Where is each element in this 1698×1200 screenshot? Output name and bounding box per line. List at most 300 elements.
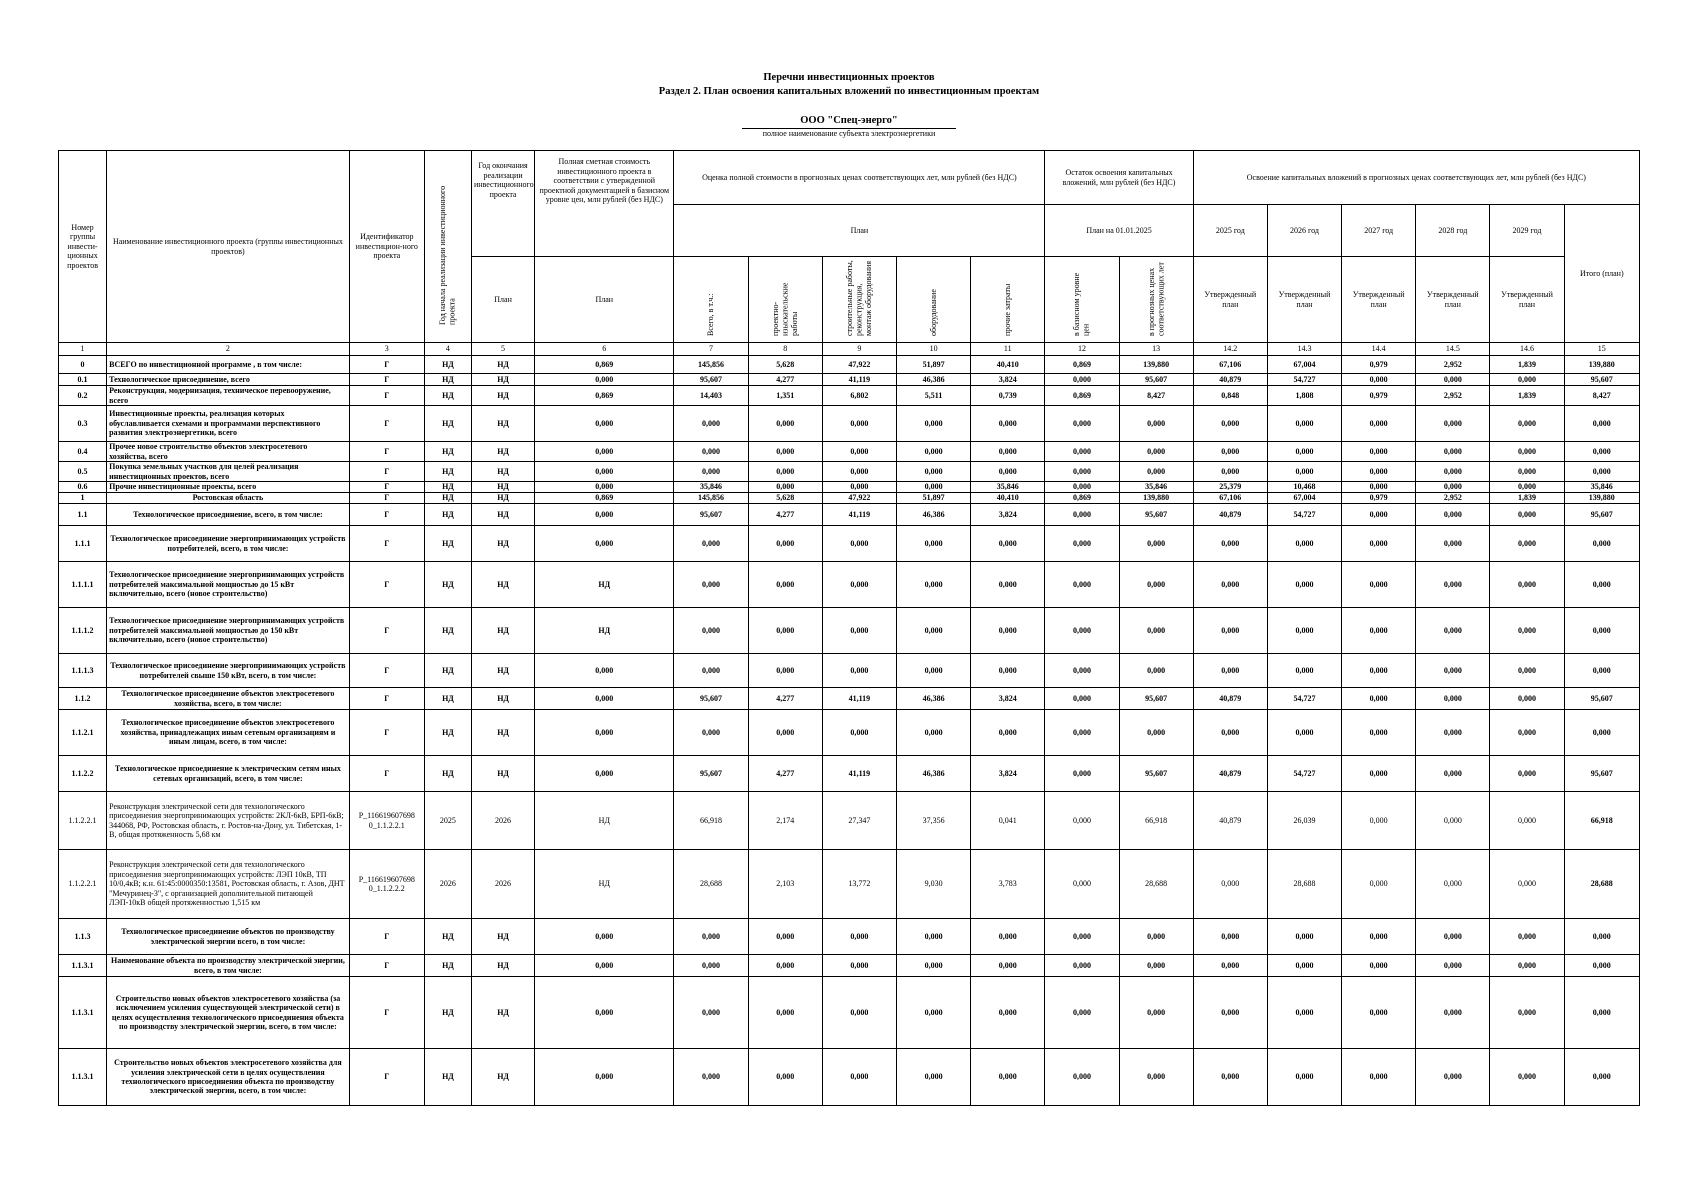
organization-name: ООО "Спец-энерго": [800, 115, 898, 126]
cell-plan-2025: 0,000: [1193, 919, 1267, 955]
cell-plan-2025: 0,000: [1193, 462, 1267, 482]
cell-plan-2026: 28,688: [1267, 850, 1341, 919]
cell-total-plan: 35,846: [1564, 482, 1639, 493]
cell-plan-2026: 0,000: [1267, 562, 1341, 608]
cell-plan-2028: 0,000: [1416, 406, 1490, 442]
cell-plan-2029: 0,000: [1490, 688, 1564, 710]
cell-plan-2025: 0,000: [1193, 526, 1267, 562]
cell-plan-2026: 0,000: [1267, 919, 1341, 955]
header-full-cost-plan: План: [535, 257, 674, 343]
cell-plan-2028: 2,952: [1416, 356, 1490, 374]
cell-remaining-base: 0,000: [1045, 955, 1119, 977]
cell-design-survey: 0,000: [748, 462, 822, 482]
cell-plan-2025: 0,000: [1193, 955, 1267, 977]
column-number: 8: [748, 343, 822, 356]
table-row: [59, 654, 1640, 688]
cell-plan-2026: 0,000: [1267, 1049, 1341, 1106]
column-number: 6: [535, 343, 674, 356]
cell-end-year: НД: [471, 919, 534, 955]
cell-design-survey: 0,000: [748, 710, 822, 756]
table-row: [59, 608, 1640, 654]
cell-full-cost-plan: 0,000: [535, 710, 674, 756]
cell-end-year: НД: [471, 608, 534, 654]
header-plan-as-of: План на 01.01.2025: [1045, 205, 1193, 257]
cell-full-cost-plan: НД: [535, 792, 674, 850]
cell-plan-2027: 0,000: [1342, 608, 1416, 654]
cell-plan-2025: 0,000: [1193, 710, 1267, 756]
cell-other-costs: 0,739: [971, 386, 1045, 406]
cell-other-costs: 0,000: [971, 1049, 1045, 1106]
cell-plan-2027: 0,979: [1342, 493, 1416, 504]
cell-remaining-forecast: 95,607: [1119, 756, 1193, 792]
cell-plan-2025: 0,848: [1193, 386, 1267, 406]
cell-plan-2028: 0,000: [1416, 919, 1490, 955]
cell-plan-2026: 67,004: [1267, 493, 1341, 504]
cell-total-plan: 139,880: [1564, 493, 1639, 504]
table-row: [59, 1049, 1640, 1106]
cell-project-id: Г: [349, 654, 424, 688]
cell-plan-2025: 40,879: [1193, 792, 1267, 850]
cell-total-plan: 0,000: [1564, 710, 1639, 756]
cell-project-name: Покупка земельных участков для целей реализация инвестиционных проектов, всего: [107, 462, 350, 482]
header-start-year-text: Год начала реализации инвестиционного проекта: [438, 186, 457, 326]
cell-plan-2025: 0,000: [1193, 608, 1267, 654]
cell-plan-2028: 0,000: [1416, 654, 1490, 688]
cell-plan-2028: 0,000: [1416, 1049, 1490, 1106]
cell-start-year: 2025: [424, 792, 471, 850]
header-forecast-prices-text: в прогнозных ценах соответствующих лет: [1146, 262, 1166, 337]
cell-full-cost-plan: 0,869: [535, 386, 674, 406]
header-year-2027: 2027 год: [1342, 205, 1416, 257]
cell-project-id: Г: [349, 756, 424, 792]
cell-construction: 47,922: [822, 356, 896, 374]
header-project-name: Наименование инвестиционного проекта (группы инвестиционных проектов): [107, 151, 350, 343]
cell-project-name: Технологическое присоединение, всего: [107, 374, 350, 386]
table-row: [59, 919, 1640, 955]
cell-remaining-forecast: 95,607: [1119, 688, 1193, 710]
cell-total-plan: 0,000: [1564, 654, 1639, 688]
cell-construction: 0,000: [822, 919, 896, 955]
header-approved-2029: Утвержденный план: [1490, 257, 1564, 343]
cell-project-name: Реконструкция электрической сети для технологического присоединения энергопринимающих устройств: 2КЛ-6кВ, БРП-6кВ; 344068, РФ, Ростовская область, г. Ростов-на-Дону, ул. Тибетская, 1-В, общая протяженность 5,68 км: [107, 792, 350, 850]
cell-plan-2029: 0,000: [1490, 374, 1564, 386]
cell-row-number: 1: [59, 493, 107, 504]
cell-plan-2029: 0,000: [1490, 710, 1564, 756]
cell-plan-2027: 0,000: [1342, 850, 1416, 919]
cell-end-year: НД: [471, 1049, 534, 1106]
cell-plan-2027: 0,000: [1342, 688, 1416, 710]
cell-design-survey: 0,000: [748, 482, 822, 493]
cell-plan-2026: 67,004: [1267, 356, 1341, 374]
table-row: [59, 442, 1640, 462]
cell-total-plan: 139,880: [1564, 356, 1639, 374]
cell-start-year: НД: [424, 919, 471, 955]
cell-design-survey: 2,174: [748, 792, 822, 850]
cell-remaining-base: 0,000: [1045, 756, 1119, 792]
cell-other-costs: 0,000: [971, 654, 1045, 688]
cell-project-name: Ростовская область: [107, 493, 350, 504]
cell-construction: 0,000: [822, 710, 896, 756]
header-full-cost: Полная сметная стоимость инвестиционного проекта в соответствии с утвержденной проектной документацией в базисном уровне цен, млн рублей (без НДС): [535, 151, 674, 257]
cell-design-survey: 0,000: [748, 977, 822, 1049]
cell-full-cost-plan: НД: [535, 562, 674, 608]
cell-plan-2027: 0,979: [1342, 356, 1416, 374]
cell-full-cost-plan: 0,000: [535, 442, 674, 462]
cell-start-year: НД: [424, 955, 471, 977]
cell-remaining-forecast: 0,000: [1119, 955, 1193, 977]
cell-other-costs: 3,824: [971, 504, 1045, 526]
cell-project-name: Инвестиционные проекты, реализация которых обуславливается схемами и программами перспективного развития электроэнергетики, всего: [107, 406, 350, 442]
cell-full-cost-plan: 0,000: [535, 374, 674, 386]
cell-plan-2029: 0,000: [1490, 792, 1564, 850]
section-title: Раздел 2. План освоения капитальных вложений по инвестиционным проектам: [658, 86, 1040, 97]
cell-construction: 0,000: [822, 977, 896, 1049]
cell-total-plan: 0,000: [1564, 919, 1639, 955]
cell-design-survey: 0,000: [748, 1049, 822, 1106]
cell-remaining-forecast: 28,688: [1119, 850, 1193, 919]
cell-remaining-forecast: 66,918: [1119, 792, 1193, 850]
cell-plan-2025: 67,106: [1193, 493, 1267, 504]
cell-plan-2025: 0,000: [1193, 850, 1267, 919]
cell-plan-2026: 0,000: [1267, 977, 1341, 1049]
cell-total-cost: 145,856: [674, 356, 748, 374]
cell-remaining-forecast: 0,000: [1119, 710, 1193, 756]
cell-plan-2027: 0,000: [1342, 1049, 1416, 1106]
header-approved-2026: Утвержденный план: [1267, 257, 1341, 343]
cell-start-year: НД: [424, 386, 471, 406]
cell-project-id: Г: [349, 1049, 424, 1106]
cell-end-year: НД: [471, 374, 534, 386]
cell-equipment: 0,000: [896, 442, 970, 462]
cell-end-year: НД: [471, 688, 534, 710]
cell-plan-2028: 0,000: [1416, 955, 1490, 977]
cell-plan-2025: 67,106: [1193, 356, 1267, 374]
cell-remaining-forecast: 95,607: [1119, 374, 1193, 386]
cell-total-plan: 0,000: [1564, 608, 1639, 654]
cell-row-number: 1.1.2.2.1: [59, 792, 107, 850]
table-row: [59, 462, 1640, 482]
cell-plan-2028: 2,952: [1416, 386, 1490, 406]
cell-design-survey: 0,000: [748, 562, 822, 608]
cell-design-survey: 5,628: [748, 493, 822, 504]
table-row: [59, 406, 1640, 442]
cell-end-year: НД: [471, 482, 534, 493]
cell-remaining-forecast: 0,000: [1119, 562, 1193, 608]
table-body: [59, 356, 1640, 1106]
cell-start-year: НД: [424, 1049, 471, 1106]
cell-other-costs: 3,783: [971, 850, 1045, 919]
cell-remaining-base: 0,000: [1045, 977, 1119, 1049]
cell-row-number: 0.6: [59, 482, 107, 493]
cell-construction: 13,772: [822, 850, 896, 919]
cell-total-cost: 28,688: [674, 850, 748, 919]
cell-full-cost-plan: НД: [535, 850, 674, 919]
cell-total-plan: 8,427: [1564, 386, 1639, 406]
cell-project-id: Г: [349, 977, 424, 1049]
cell-project-name: Технологическое присоединение, всего, в том числе:: [107, 504, 350, 526]
table-row: [59, 756, 1640, 792]
header-approved-2027: Утвержденный план: [1342, 257, 1416, 343]
cell-full-cost-plan: 0,000: [535, 688, 674, 710]
cell-remaining-forecast: 0,000: [1119, 1049, 1193, 1106]
cell-full-cost-plan: 0,000: [535, 977, 674, 1049]
cell-plan-2026: 0,000: [1267, 710, 1341, 756]
cell-total-plan: 0,000: [1564, 1049, 1639, 1106]
column-number: 3: [349, 343, 424, 356]
cell-total-cost: 0,000: [674, 977, 748, 1049]
cell-equipment: 46,386: [896, 688, 970, 710]
cell-total-cost: 0,000: [674, 710, 748, 756]
cell-project-name: Строительство новых объектов электросетевого хозяйства (за исключением усиления существующей электрической сети) в целях осуществления технологического присоединения объекта по производству электрической энергии, всего, в том числе:: [107, 977, 350, 1049]
cell-design-survey: 0,000: [748, 955, 822, 977]
cell-other-costs: 3,824: [971, 688, 1045, 710]
table-row: [59, 356, 1640, 374]
column-number: 12: [1045, 343, 1119, 356]
cell-construction: 0,000: [822, 562, 896, 608]
header-project-id: Идентификатор инвестицион-ного проекта: [349, 151, 424, 343]
cell-start-year: НД: [424, 442, 471, 462]
cell-row-number: 0.4: [59, 442, 107, 462]
header-other-costs-text: прочие затраты: [1002, 283, 1012, 337]
cell-other-costs: 0,000: [971, 462, 1045, 482]
cell-design-survey: 1,351: [748, 386, 822, 406]
column-number: 1: [59, 343, 107, 356]
cell-plan-2029: 0,000: [1490, 1049, 1564, 1106]
cell-plan-2027: 0,000: [1342, 526, 1416, 562]
cell-total-cost: 14,403: [674, 386, 748, 406]
cell-plan-2029: 1,839: [1490, 493, 1564, 504]
header-total-incl-text: Всего, в т.ч.:: [706, 293, 716, 337]
header-equipment-text: оборудование: [928, 289, 938, 337]
cell-plan-2029: 0,000: [1490, 442, 1564, 462]
cell-start-year: 2026: [424, 850, 471, 919]
cell-plan-2029: 0,000: [1490, 526, 1564, 562]
cell-total-plan: 0,000: [1564, 526, 1639, 562]
column-number: 5: [471, 343, 534, 356]
cell-remaining-forecast: 95,607: [1119, 504, 1193, 526]
cell-end-year: НД: [471, 406, 534, 442]
cell-other-costs: 40,410: [971, 356, 1045, 374]
column-number: 7: [674, 343, 748, 356]
cell-total-plan: 95,607: [1564, 504, 1639, 526]
cell-end-year: НД: [471, 462, 534, 482]
cell-remaining-base: 0,000: [1045, 850, 1119, 919]
cell-total-cost: 0,000: [674, 462, 748, 482]
cell-project-id: Г: [349, 442, 424, 462]
header-remaining: Остаток освоения капитальных вложений, млн рублей (без НДС): [1045, 151, 1193, 205]
cell-end-year: НД: [471, 526, 534, 562]
cell-start-year: НД: [424, 493, 471, 504]
cell-construction: 0,000: [822, 442, 896, 462]
cell-row-number: 1.1.1: [59, 526, 107, 562]
cell-plan-2029: 1,839: [1490, 356, 1564, 374]
cell-plan-2028: 0,000: [1416, 756, 1490, 792]
cell-project-name: Технологическое присоединение энергопринимающих устройств потребителей свыше 150 кВт, всего, в том числе:: [107, 654, 350, 688]
cell-plan-2028: 0,000: [1416, 504, 1490, 526]
cell-remaining-base: 0,000: [1045, 406, 1119, 442]
cell-equipment: 0,000: [896, 1049, 970, 1106]
cell-other-costs: 0,000: [971, 710, 1045, 756]
cell-equipment: 0,000: [896, 710, 970, 756]
header-base-prices: [1045, 257, 1119, 343]
header-start-year: [424, 151, 471, 343]
cell-construction: 0,000: [822, 526, 896, 562]
cell-other-costs: 35,846: [971, 482, 1045, 493]
header-end-year-plan: План: [471, 257, 534, 343]
header-design-survey-text: проектно-изыскательские работы: [770, 282, 800, 337]
cell-plan-2029: 0,000: [1490, 919, 1564, 955]
cell-plan-2027: 0,000: [1342, 504, 1416, 526]
cell-plan-2029: 0,000: [1490, 482, 1564, 493]
header-year-2025: 2025 год: [1193, 205, 1267, 257]
cell-plan-2027: 0,000: [1342, 374, 1416, 386]
cell-plan-2029: 0,000: [1490, 756, 1564, 792]
table-row: [59, 688, 1640, 710]
cell-plan-2026: 54,727: [1267, 504, 1341, 526]
cell-remaining-forecast: 35,846: [1119, 482, 1193, 493]
cell-plan-2026: 0,000: [1267, 442, 1341, 462]
header-total-incl: [674, 257, 748, 343]
cell-construction: 0,000: [822, 462, 896, 482]
cell-construction: 0,000: [822, 1049, 896, 1106]
cell-equipment: 46,386: [896, 756, 970, 792]
cell-project-id: Г: [349, 955, 424, 977]
cell-equipment: 9,030: [896, 850, 970, 919]
cell-project-id: Г: [349, 526, 424, 562]
cell-end-year: 2026: [471, 792, 534, 850]
cell-total-plan: 28,688: [1564, 850, 1639, 919]
cell-start-year: НД: [424, 462, 471, 482]
header-development: Освоение капитальных вложений в прогнозных ценах соответствующих лет, млн рублей (без НДС): [1193, 151, 1639, 205]
cell-total-cost: 0,000: [674, 608, 748, 654]
cell-plan-2027: 0,000: [1342, 654, 1416, 688]
document-title: Перечни инвестиционных проектов: [763, 72, 935, 83]
cell-start-year: НД: [424, 504, 471, 526]
column-number: 4: [424, 343, 471, 356]
column-number: 14.3: [1267, 343, 1341, 356]
cell-plan-2025: 25,379: [1193, 482, 1267, 493]
header-design-survey: [748, 257, 822, 343]
cell-row-number: 0.2: [59, 386, 107, 406]
cell-construction: 27,347: [822, 792, 896, 850]
header-plan: План: [674, 205, 1045, 257]
cell-full-cost-plan: 0,000: [535, 482, 674, 493]
cell-remaining-base: 0,869: [1045, 356, 1119, 374]
cell-remaining-base: 0,869: [1045, 493, 1119, 504]
cell-plan-2028: 0,000: [1416, 850, 1490, 919]
cell-start-year: НД: [424, 977, 471, 1049]
cell-remaining-base: 0,000: [1045, 688, 1119, 710]
cell-total-cost: 0,000: [674, 955, 748, 977]
investment-plan-table: [58, 150, 1640, 1106]
cell-design-survey: 0,000: [748, 526, 822, 562]
cell-total-cost: 145,856: [674, 493, 748, 504]
cell-other-costs: 0,000: [971, 919, 1045, 955]
cell-plan-2027: 0,979: [1342, 386, 1416, 406]
cell-other-costs: 3,824: [971, 374, 1045, 386]
cell-equipment: 5,511: [896, 386, 970, 406]
cell-total-cost: 0,000: [674, 562, 748, 608]
cell-full-cost-plan: 0,869: [535, 356, 674, 374]
cell-start-year: НД: [424, 688, 471, 710]
cell-start-year: НД: [424, 406, 471, 442]
cell-plan-2025: 0,000: [1193, 562, 1267, 608]
cell-project-name: Технологическое присоединение энергопринимающих устройств потребителей, всего, в том числе:: [107, 526, 350, 562]
cell-end-year: НД: [471, 710, 534, 756]
cell-total-plan: 95,607: [1564, 756, 1639, 792]
cell-project-name: Строительство новых объектов электросетевого хозяйства для усиления электрической сети в целях осуществления технологического присоединения объекта по производству электрической энергии, всего, в том числе:: [107, 1049, 350, 1106]
cell-plan-2028: 0,000: [1416, 462, 1490, 482]
cell-equipment: 46,386: [896, 504, 970, 526]
cell-plan-2029: 0,000: [1490, 462, 1564, 482]
cell-total-plan: 0,000: [1564, 955, 1639, 977]
column-number: 13: [1119, 343, 1193, 356]
cell-plan-2026: 0,000: [1267, 608, 1341, 654]
cell-remaining-base: 0,000: [1045, 710, 1119, 756]
cell-project-name: Технологическое присоединение энергопринимающих устройств потребителей максимальной мощностью до 15 кВт включительно, всего (новое строительство): [107, 562, 350, 608]
header-group-number: Номер группы инвести-ционных проектов: [59, 151, 107, 343]
cell-total-cost: 95,607: [674, 756, 748, 792]
cell-project-id: Г: [349, 374, 424, 386]
cell-end-year: НД: [471, 654, 534, 688]
cell-project-id: Г: [349, 493, 424, 504]
cell-other-costs: 0,000: [971, 406, 1045, 442]
cell-row-number: 1.1.1.1: [59, 562, 107, 608]
cell-construction: 0,000: [822, 482, 896, 493]
cell-plan-2027: 0,000: [1342, 562, 1416, 608]
cell-other-costs: 3,824: [971, 756, 1045, 792]
table-row: [59, 504, 1640, 526]
cell-project-name: ВСЕГО по инвестиционной программе , в том числе:: [107, 356, 350, 374]
cell-full-cost-plan: 0,000: [535, 526, 674, 562]
cell-plan-2026: 0,000: [1267, 654, 1341, 688]
cell-remaining-forecast: 0,000: [1119, 654, 1193, 688]
header-construction-text: строительные работы, реконструкция, монтаж оборудования: [845, 260, 874, 337]
cell-plan-2029: 0,000: [1490, 955, 1564, 977]
cell-total-cost: 66,918: [674, 792, 748, 850]
cell-project-id: Г: [349, 356, 424, 374]
cell-row-number: 1.1.3.1: [59, 1049, 107, 1106]
cell-total-cost: 0,000: [674, 1049, 748, 1106]
cell-equipment: 37,356: [896, 792, 970, 850]
cell-remaining-base: 0,869: [1045, 386, 1119, 406]
cell-plan-2025: 0,000: [1193, 406, 1267, 442]
cell-plan-2026: 54,727: [1267, 756, 1341, 792]
table-header: [59, 151, 1640, 356]
cell-plan-2028: 0,000: [1416, 710, 1490, 756]
cell-total-plan: 95,607: [1564, 688, 1639, 710]
cell-row-number: 1.1.2: [59, 688, 107, 710]
cell-project-id: Г: [349, 710, 424, 756]
cell-project-id: Г: [349, 919, 424, 955]
cell-equipment: 46,386: [896, 374, 970, 386]
cell-row-number: 1.1.3.1: [59, 955, 107, 977]
cell-total-plan: 95,607: [1564, 374, 1639, 386]
cell-equipment: 0,000: [896, 562, 970, 608]
cell-plan-2025: 0,000: [1193, 442, 1267, 462]
cell-end-year: 2026: [471, 850, 534, 919]
table-row: [59, 955, 1640, 977]
cell-row-number: 1.1: [59, 504, 107, 526]
cell-end-year: НД: [471, 955, 534, 977]
cell-design-survey: 0,000: [748, 442, 822, 462]
cell-construction: 0,000: [822, 608, 896, 654]
cell-plan-2029: 0,000: [1490, 654, 1564, 688]
cell-plan-2027: 0,000: [1342, 955, 1416, 977]
cell-plan-2029: 1,839: [1490, 386, 1564, 406]
cell-start-year: НД: [424, 654, 471, 688]
cell-plan-2029: 0,000: [1490, 850, 1564, 919]
